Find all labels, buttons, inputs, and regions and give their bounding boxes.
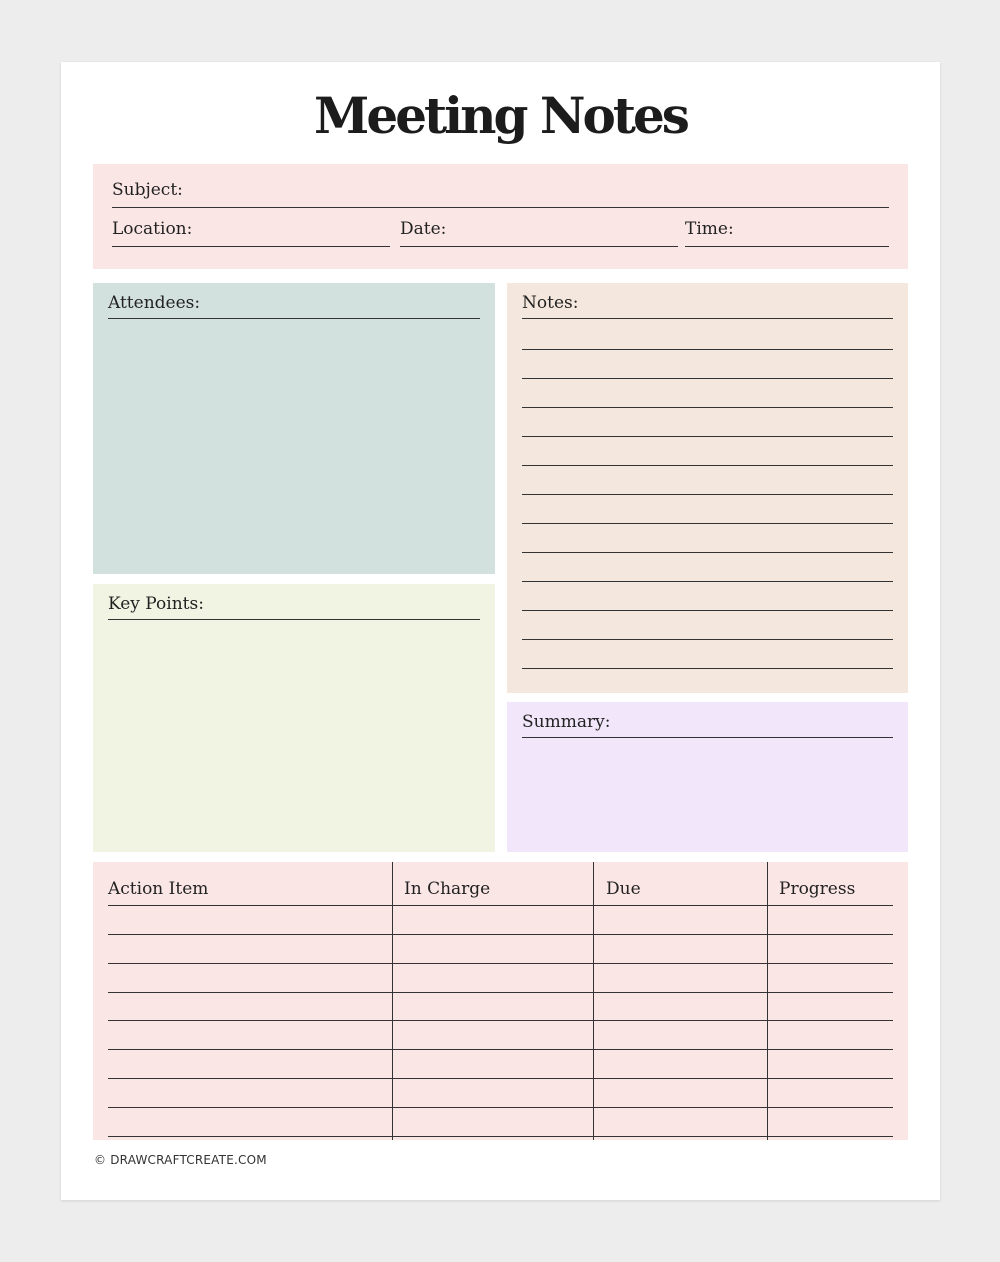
column-header-action-item: Action Item xyxy=(108,879,209,899)
table-row[interactable] xyxy=(108,1136,893,1137)
table-row[interactable] xyxy=(108,992,893,993)
summary-underline xyxy=(522,737,893,738)
attendees-label: Attendees: xyxy=(108,293,201,313)
key-points-label: Key Points: xyxy=(108,594,204,614)
copyright-footer: © DRAWCRAFTCREATE.COM xyxy=(94,1153,267,1167)
notes-line[interactable] xyxy=(522,436,893,437)
table-row[interactable] xyxy=(108,963,893,964)
summary-label: Summary: xyxy=(522,712,611,732)
subject-field[interactable] xyxy=(112,207,889,208)
notes-label: Notes: xyxy=(522,293,579,313)
notes-underline xyxy=(522,318,893,319)
notes-line[interactable] xyxy=(522,523,893,524)
notes-line[interactable] xyxy=(522,668,893,669)
subject-label: Subject: xyxy=(112,180,183,200)
table-row[interactable] xyxy=(108,1020,893,1021)
notes-line[interactable] xyxy=(522,494,893,495)
page-title: Meeting Notes xyxy=(314,86,687,145)
table-row[interactable] xyxy=(108,1078,893,1079)
column-header-in-charge: In Charge xyxy=(404,879,491,899)
location-field[interactable] xyxy=(112,246,390,247)
summary-box[interactable] xyxy=(507,702,908,852)
notes-line[interactable] xyxy=(522,378,893,379)
column-divider xyxy=(767,862,768,1140)
time-label: Time: xyxy=(685,219,734,239)
column-divider xyxy=(593,862,594,1140)
meeting-notes-page xyxy=(61,62,940,1200)
table-header-underline xyxy=(108,905,893,906)
table-row[interactable] xyxy=(108,1049,893,1050)
key-points-box[interactable] xyxy=(93,584,495,852)
notes-line[interactable] xyxy=(522,639,893,640)
date-field[interactable] xyxy=(400,246,678,247)
location-label: Location: xyxy=(112,219,193,239)
header-info-box xyxy=(93,164,908,269)
column-header-progress: Progress xyxy=(779,879,856,899)
column-divider xyxy=(392,862,393,1140)
time-field[interactable] xyxy=(685,246,889,247)
attendees-box[interactable] xyxy=(93,283,495,574)
attendees-underline xyxy=(108,318,480,319)
key-points-underline xyxy=(108,619,480,620)
date-label: Date: xyxy=(400,219,447,239)
notes-line[interactable] xyxy=(522,465,893,466)
notes-line[interactable] xyxy=(522,581,893,582)
notes-line[interactable] xyxy=(522,610,893,611)
table-row[interactable] xyxy=(108,1107,893,1108)
notes-line[interactable] xyxy=(522,552,893,553)
table-row[interactable] xyxy=(108,934,893,935)
notes-line[interactable] xyxy=(522,349,893,350)
action-items-table xyxy=(93,862,908,1140)
notes-box[interactable] xyxy=(507,283,908,693)
column-header-due: Due xyxy=(606,879,641,899)
notes-line[interactable] xyxy=(522,407,893,408)
